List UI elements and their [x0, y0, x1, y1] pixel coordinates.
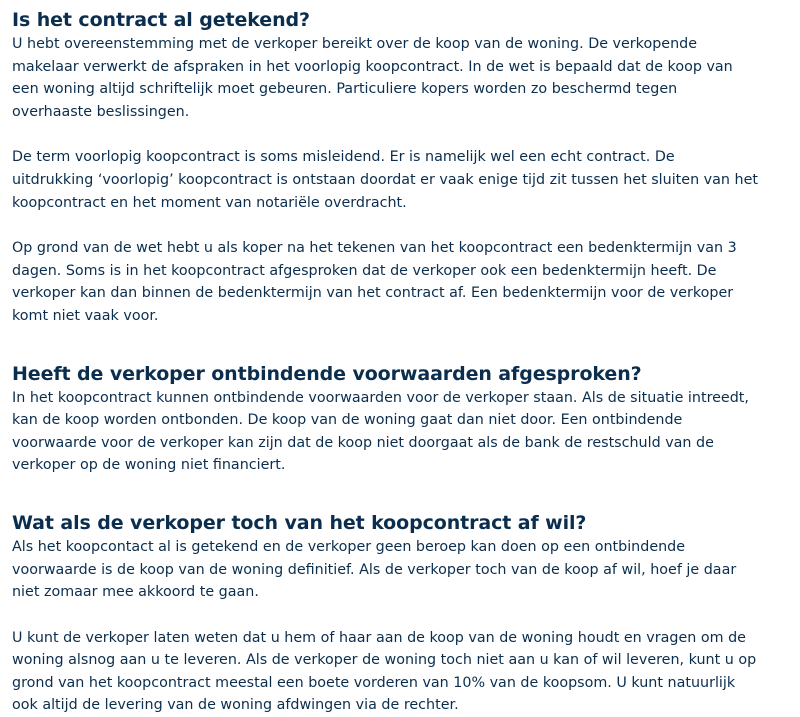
section-heading-contract-getekend: Is het contract al getekend?: [12, 9, 310, 31]
section-spacer: [12, 477, 760, 511]
paragraph: U kunt de verkoper laten weten dat u hem of haar aan de koop van de woning houdt en vragen om de woning alsnog aan u te leveren. Als de verkoper de woning toch niet aan u kan of wil leveren, kunt u op grond van het koopcontract meestal een boete vorderen van 10% van de koopsom. U kunt natuurlijk ook altijd de levering van de woning afdwingen via de rechter.: [12, 629, 757, 714]
section-heading-verkoper-af-wil: Wat als de verkoper toch van het koopcontract af wil?: [12, 511, 587, 534]
paragraph: Als het koopcontact al is getekend en de verkoper geen beroep kan doen op een ontbindende voorwaarde is de koop van de woning definitief. Als de verkoper toch van de koop af wil, hoef je daar niet zomaar mee akkoord te gaan.: [12, 538, 737, 601]
paragraph-spacer: [12, 214, 760, 237]
section-heading-ontbindende-voorwaarden: Heeft de verkoper ontbindende voorwaarden afgesproken?: [12, 362, 642, 385]
paragraph: Op grond van de wet hebt u als koper na het tekenen van het koopcontract een bedenktermijn van 3 dagen. Soms is in het koopcontract afgesproken dat de verkoper ook een bedenktermijn heeft. De verkoper kan dan binnen de bedenktermijn van het contract af. Een bedenktermijn voor de verkoper komt niet vaak voor.: [12, 240, 737, 324]
paragraph: De term voorlopig koopcontract is soms misleidend. Er is namelijk wel een echt contract. De uitdrukking ‘voorlopig’ koopcontract is ontstaan doordat er vaak enige tijd zit tussen het sluiten van het koopcontract en het moment van notariële overdracht.: [12, 149, 758, 211]
paragraph-spacer: [12, 604, 760, 627]
paragraph-spacer: [12, 123, 760, 146]
section-spacer: [12, 328, 760, 362]
paragraph: In het koopcontract kunnen ontbindende voorwaarden voor de verkoper staan. Als de situatie intreedt, kan de koop worden ontbonden. De koop van de woning gaat dan niet door. Een ontbindende voorwaarde voor de verkoper kan zijn dat de koop niet doorgaat als de bank de restschuld van de verkoper op de woning niet financiert.: [12, 389, 749, 474]
paragraph: U hebt overeenstemming met de verkoper bereikt over de koop van de woning. De verkopende makelaar verwerkt de afspraken in het voorlopig koopcontract. In de wet is bepaald dat de koop van een woning altijd schriftelijk moet gebeuren. Particuliere kopers worden zo beschermd tegen overhaaste beslissingen.: [12, 36, 733, 120]
